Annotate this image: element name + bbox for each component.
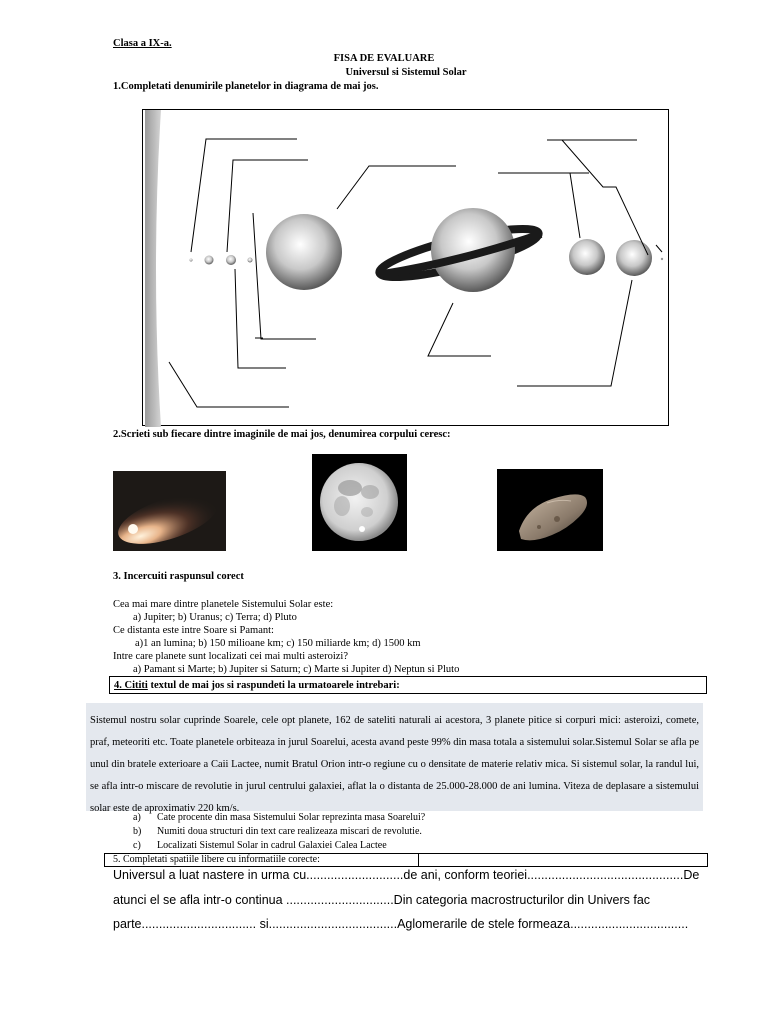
section5-divider [418, 854, 419, 866]
planet-pluto [661, 258, 663, 260]
section2-heading: 2.Scrieti sub fiecare dintre imaginile de mai jos, denumirea corpului ceresc: [113, 429, 451, 440]
planet-mercury [190, 259, 193, 262]
q4-b-label: b) [133, 826, 142, 837]
reading-text-box [86, 703, 703, 814]
q4-a-text: Cate procente din masa Sistemului Solar reprezinta masa Soarelui? [157, 812, 426, 823]
section5-heading-box [104, 853, 708, 867]
section4-heading: 4. Cititi textul de mai jos si raspundeti la urmatoarele intrebari: [114, 680, 400, 691]
planet-neptune [616, 240, 652, 276]
fill-line-2: atunci el se afla intr-o continua ...............................Din categoria macrostructurilor din Univers fac [113, 893, 651, 907]
solar-system-svg [143, 110, 670, 427]
comet-svg [113, 471, 226, 551]
comet-image [113, 471, 226, 551]
page-title: FISA DE EVALUARE [333, 53, 435, 64]
planet-earth [226, 255, 236, 265]
sun-shape [145, 110, 161, 427]
solar-system-diagram [142, 109, 669, 426]
q1-options: a) Jupiter; b) Uranus; c) Terra; d) Pluto [133, 612, 297, 623]
fill-line-3: parte................................. si.....................................Aglomerarile de stele formeaza.................................. [113, 917, 689, 931]
q4-b-text: Numiti doua structuri din text care realizeaza miscari de revolutie. [157, 826, 422, 837]
q2-options: a)1 an lumina; b) 150 milioane km; c) 150 miliarde km; d) 1500 km [135, 638, 421, 649]
section4-heading-box [109, 676, 707, 694]
fill-line-1: Universul a luat nastere in urma cu............................de ani, conform teoriei.............................................De [113, 868, 700, 882]
asteroid-svg [497, 469, 603, 551]
planet-mars [248, 258, 253, 263]
asteroid-image [497, 469, 603, 551]
class-label: Clasa a IX-a. [113, 38, 172, 49]
section1-heading: 1.Completati denumirile planetelor in diagrama de mai jos. [113, 81, 379, 92]
q4-c-label: c) [133, 840, 141, 851]
moon-image [312, 454, 407, 551]
section3-heading: 3. Incercuiti raspunsul corect [113, 571, 244, 582]
q2-text: Ce distanta este intre Soare si Pamant: [113, 625, 274, 636]
section5-heading: 5. Completati spatiile libere cu informatiile corecte: [113, 854, 320, 865]
page-subtitle: Universul si Sistemul Solar [345, 67, 467, 78]
moon-svg [312, 454, 407, 551]
planet-venus [205, 256, 214, 265]
q4-c-text: Localizati Sistemul Solar in cadrul Galaxiei Calea Lactee [157, 840, 387, 851]
q3-options: a) Pamant si Marte; b) Jupiter si Saturn; c) Marte si Jupiter d) Neptun si Pluto [133, 664, 460, 675]
planet-uranus [569, 239, 605, 275]
planet-jupiter [266, 214, 342, 290]
q1-text: Cea mai mare dintre planetele Sistemului Solar este: [113, 599, 334, 610]
reading-paragraph: Sistemul nostru solar cuprinde Soarele, cele opt planete, 162 de sateliti naturali ai acestora, 3 planete pitice si corpuri mici: asteroizi, comete, praf, meteoriti etc. Toate planetele orbiteaza in jurul Soarelui, acesta avand peste 99% din masa totala a sistemului solar.Sistemul Solar se afla pe unul din bratele exterioare a Caii Lactee, numit Bratul Orion intr-o regiune cu o densitate de materie relativ mica. Si sistemul solar, la randul lui, se afla intr-o miscare de revolutie in jurul centrului galaxiei, aflat la o distanta de 25.000-28.000 de ani lumina. Viteza de deplasare a sistemului solar este de aproximativ 220 km/s. [90, 715, 699, 814]
q4-a-label: a) [133, 812, 141, 823]
q3-text: Intre care planete sunt localizati cei mai multi asteroizi? [113, 651, 348, 662]
